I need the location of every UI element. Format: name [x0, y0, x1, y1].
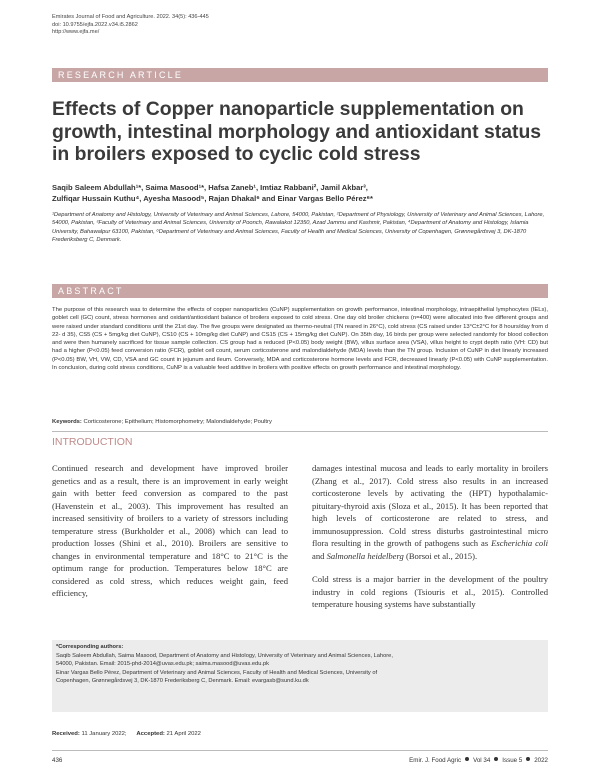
- received-date: 11 January 2022;: [81, 731, 127, 737]
- journal-url[interactable]: http://www.ejfa.me/: [52, 29, 100, 36]
- author-list: [52, 183, 548, 205]
- divider: [52, 431, 548, 432]
- author-line-2: Zulfiqar Hussain Kuthu⁴, Ayesha Masood⁵, Rajan Dhakal⁶ and Einar Vargas Bello Pérez⁶*: [52, 193, 373, 203]
- footer-citation: Emir. J. Food Agric Vol 34 Issue 5 2022: [409, 757, 548, 764]
- keywords: [52, 419, 548, 425]
- doi[interactable]: doi: 10.9755/ejfa.2022.v34.i5.2862: [52, 21, 138, 28]
- journal-citation: Emirates Journal of Food and Agriculture. 2022. 34(5): 436-445: [52, 14, 209, 20]
- correspondence-line: 54000, Pakistan. Email: 2015-phd-2014@uvas.edu.pk; saima.masood@uvas.edu.pk: [56, 661, 269, 668]
- dates: [52, 731, 201, 737]
- intro-paragraph-3: Cold stress is a major barrier in the development of the poultry industry in cold regions (Tsiouris et al., 2015). Controlled temperature housing systems have substantially: [312, 574, 548, 609]
- footer-divider: [52, 750, 548, 751]
- keywords-list: Corticosterone; Epithelium; Histomorphometry; Malondialdehyde; Poultry: [83, 419, 272, 425]
- affiliations: ¹Department of Anatomy and Histology, University of Veterinary and Animal Sciences, Lahore, 54000, Pakistan, ²Department of Physiology, University of Veterinary and Animal Sciences, Lahore, 54000, Pakistan, ³Faculty of Veterinary and Animal Sciences, University of Poonch, Rawalakot 12350, Azad Jammu and Kashmir, Pakistan, ⁴Department of Anatomy and Histology, Islamia University, Bahawalpur 63100, Pakistan, ⁶Department of Veterinary and Animal Sciences, Faculty of Health and Medical Sciences, University of Copenhagen, Grønnegårdsvej 3, DK-1870 Frederiksberg C, Denmark.: [52, 212, 545, 244]
- author-line-1: Saqib Saleem Abdullah¹*, Saima Masood¹*, Hafsa Zaneb¹, Imtiaz Rabbani², Jamil Akbar³,: [52, 183, 368, 192]
- abstract-text: The purpose of this research was to determine the effects of copper nanoparticles (CuNP) supplementation on growth performance, intestinal morphology, intraepithelial lymphocytes (IELs), goblet cell (GC) count, stress hormones and oxidant/antioxidant balance of broilers exposed to cold stress. One day old broiler chickens (n=400) were allocated into five different groups and were raised under standard conditions until the 21st day. The five groups were designated as thermo-neutral (TN reared in 26°C), cold stress (CS raised under 13°C±2°C for 8 hours/day from d 22- d 35), CS5 (CS + 5mg/kg diet CuNP), CS10 (CS + 10mg/kg diet CuNP) and CS15 (CS + 15mg/kg diet CuNP). On 35th day, 16 birds per group were selected randomly for blood collection and were then humanely sacrificed for tissue sample collection. CS group had a reduced (P<0.05) body weight (BW), villus surface area (VSA), villus height to crypt depth ratio (VH: CD) but had a higher (P<0.05) feed conversion ratio (FCR), goblet cell count, serum corticosterone and malondialdehyde (MDA) levels than the TN group. Inclusion of CuNP in diet linearly increased (P<0.05) BW, VH, VW, CD, VSA and GC count in jejunum and ileum. Conversely, MDA and corticosterone hormone levels and FCR, decreased linearly (P<0.05) with CuNP supplementation. In conclusion, during cold stress conditions, CuNP is a valuable feed additive in broilers with positive effects on growth performance and intestinal morphology.: [52, 307, 548, 372]
- article-title: Effects of Copper nanoparticle supplementation on growth, intestinal morphology and antioxidant status in broilers exposed to cyclic cold stress: [52, 98, 542, 165]
- keywords-label: Keywords:: [52, 419, 82, 425]
- introduction-heading: INTRODUCTION: [52, 436, 133, 448]
- right-column: [312, 462, 548, 622]
- accepted-label: Accepted:: [136, 731, 165, 737]
- correspondence-heading: *Corresponding authors:: [56, 644, 124, 650]
- intro-paragraph-1: Continued research and development have improved broiler genetics and as a result, there is an improvement in early weight gain with better feed conversion as compared to the past (Havenstein et al., 2003). This improvement has resulted an increased sensitivity of broilers to a variety of stressors including temperature stress (Burkholder et al., 2008) which can lead to production losses (Shini et al., 2010). Broilers are sensitive to changes in environmental temperature and 18°C to 21°C is the optimum range for production. Temperatures below 18°C are considered as cold stress, which reduces weight gain, feed efficiency,: [52, 463, 288, 598]
- correspondence-line: Einar Vargas Bello Pérez, Department of Veterinary and Animal Sciences, Faculty of Health and Medical Sciences, University of: [56, 669, 378, 676]
- abstract-label: ABSTRACT: [52, 284, 548, 298]
- page-number: 436: [52, 757, 63, 764]
- journal-header: [52, 14, 209, 37]
- correspondence-line: Copenhagen, Grønnegårdsvej 3, DK-1870 Frederiksberg C, Denmark. Email: evargasb@sund.ku.dk: [56, 678, 309, 685]
- correspondence-line: Saqib Saleem Abdullah, Saima Masood, Department of Anatomy and Histology, University of Veterinary and Animal Sciences, Lahore,: [56, 652, 393, 659]
- received-label: Received:: [52, 731, 80, 737]
- left-column: [52, 462, 288, 611]
- intro-paragraph-2: damages intestinal mucosa and leads to early mortality in broilers (Zhang et al., 2017). Cold stress also results in an increased corticosterone levels by activating the (HPT) hypothalamic-pituitary-thyroid axis (Sloza et al., 2015). It has been reported that high levels of corticosterone are related to stress, and immunosuppression. Cold stress disturbs gastrointestinal micro flora resulting in the growth of pathogens such as Escherichia coli and Salmonella heidelberg (Borsoi et al., 2015).: [312, 463, 548, 561]
- correspondence-box: [52, 640, 548, 712]
- section-label: RESEARCH ARTICLE: [52, 68, 548, 82]
- accepted-date: 21 April 2022: [166, 731, 201, 737]
